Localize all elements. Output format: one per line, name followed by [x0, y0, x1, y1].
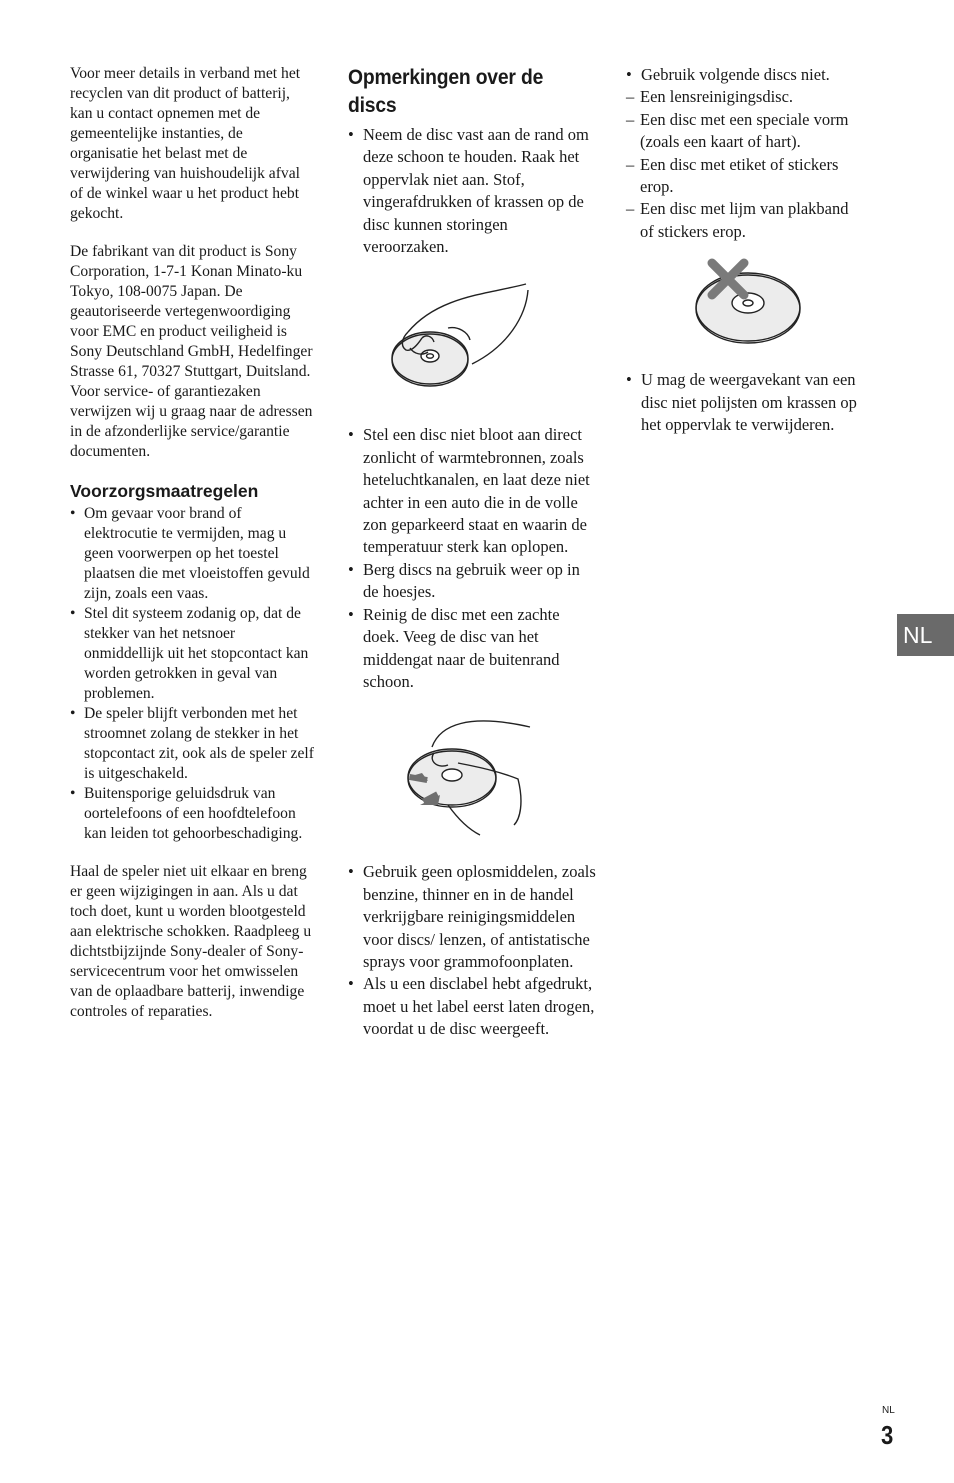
polish-warning-list — [626, 369, 862, 436]
disc-handling-list — [348, 124, 596, 258]
list-item: – Een disc met een speciale vorm (zoals een kaart of hart). — [626, 109, 862, 154]
list-item: • Stel een disc niet bloot aan direct zonlicht of warmtebronnen, zoals heteluchtkanalen, en laat deze niet achter in een auto die in de volle zon geparkeerd staat en waarin de temperatuur sterk kan oplopen. — [348, 424, 596, 558]
list-item: • Reinig de disc met een zachte doek. Veeg de disc van het middengat naar de buitenrand schoon. — [348, 604, 596, 694]
unusable-discs-sublist — [626, 86, 862, 243]
list-item: – Een disc met etiket of stickers erop. — [626, 154, 862, 199]
precautions-list — [70, 504, 314, 844]
column-middle — [348, 64, 596, 1041]
manufacturer-paragraph: De fabrikant van dit product is Sony Corporation, 1-7-1 Konan Minato-ku Tokyo, 108-0075 Japan. De geautoriseerde vertegenwoordiging voor EMC en product veiligheid is Sony Deutschland GmbH, Hedelfinger Strasse 61, 70327 Stuttgart, Duitsland. Voor service- of garantiezaken verwijzen wij u graag naar de adressen in de afzonderlijke service/garantie documenten. — [70, 243, 313, 460]
clean-disc-illustration — [348, 707, 596, 845]
language-tab: NL — [897, 614, 954, 656]
hold-disc-illustration — [348, 276, 596, 406]
unusable-discs-lead: Gebruik volgende discs niet. — [641, 65, 830, 84]
list-item: • Als u een disclabel hebt afgedrukt, moet u het label eerst laten drogen, voordat u de disc weergeeft. — [348, 973, 596, 1040]
unusable-discs-list — [626, 64, 862, 243]
list-item: – Een lensreinigingsdisc. — [626, 86, 862, 108]
list-item: • Gebruik geen oplosmiddelen, zoals benzine, thinner en in de handel verkrijgbare reinigingsmiddelen voor discs/ lenzen, of antistatische sprays voor grammofoonplaten. — [348, 861, 596, 973]
footer-language: NL — [882, 1405, 895, 1416]
page-number: 3 — [881, 1420, 894, 1450]
list-item: • Buitensporige geluidsdruk van oortelefoons of een hoofdtelefoon kan leiden tot gehoorbeschadiging. — [70, 784, 314, 844]
recycling-paragraph: Voor meer details in verband met het recyclen van dit product of batterij, kan u contact opnemen met de gemeentelijke instanties, de organisatie het belast met de verwijdering van huishoudelijk afval of de winkel waar u het product hebt gekocht. — [70, 65, 301, 222]
list-item: • De speler blijft verbonden met het stroomnet zolang de stekker in het stopcontact zit, ook als de speler zelf is uitgeschakeld. — [70, 704, 314, 784]
list-item: • Om gevaar voor brand of elektrocutie te vermijden, mag u geen voorwerpen op het toestel plaatsen die met vloeistoffen gevuld zijn, zoals een vaas. — [70, 504, 314, 604]
solvent-warning-list — [348, 861, 596, 1040]
list-item: • Neem de disc vast aan de rand om deze schoon te houden. Raak het oppervlak niet aan. Stof, vingerafdrukken of krassen op de disc kunnen storingen veroorzaken. — [348, 124, 596, 258]
list-item — [626, 64, 862, 243]
list-item: – Een disc met lijm van plakband of stickers erop. — [626, 198, 862, 243]
list-item: • Berg discs na gebruik weer op in de hoesjes. — [348, 559, 596, 604]
column-right — [626, 64, 862, 436]
disassembly-paragraph: Haal de speler niet uit elkaar en breng er geen wijzigingen in aan. Als u dat toch doet, kunt u worden blootgesteld aan elektrische schokken. Raadpleeg u dichtstbijzijnde Sony-dealer of Sony-servicecentrum voor het omwisselen van de oplaadbare batterij, inwendige controles of reparaties. — [70, 863, 312, 1020]
precautions-heading: Voorzorgsmaatregelen — [70, 481, 259, 501]
discs-notes-title: Opmerkingen over de discs — [348, 66, 544, 117]
disc-care-list — [348, 424, 596, 693]
column-left — [70, 64, 314, 1022]
no-polish-disc-illustration — [626, 255, 862, 347]
list-item: • Stel dit systeem zodanig op, dat de stekker van het netsnoer onmiddellijk uit het stopcontact kan worden getrokken in geval van problemen. — [70, 604, 314, 704]
list-item: • U mag de weergavekant van een disc niet polijsten om krassen op het oppervlak te verwijderen. — [626, 369, 862, 436]
